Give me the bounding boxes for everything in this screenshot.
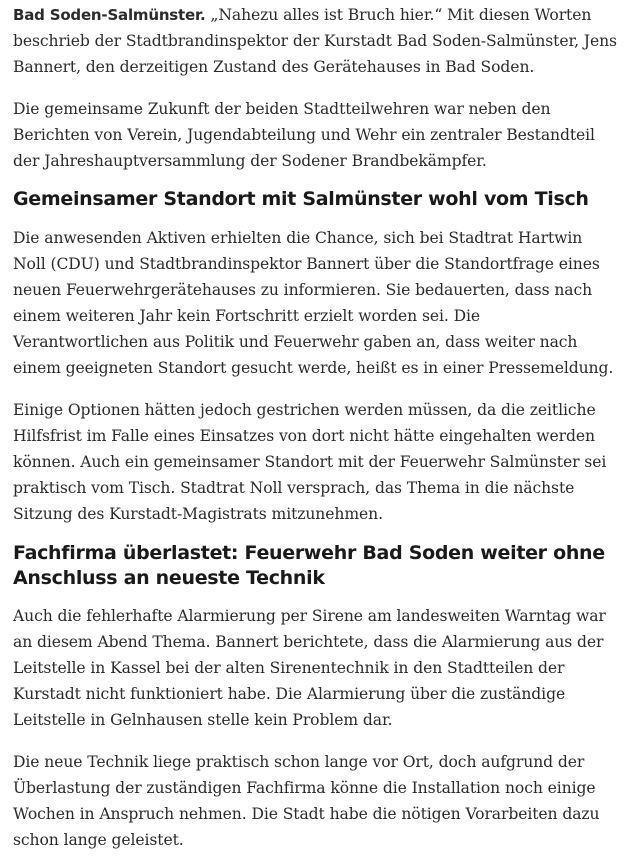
article-body (13, 0, 618, 853)
section-heading: Fachfirma überlastet: Feuerwehr Bad Soden weiter ohne Anschluss an neueste Technik (13, 542, 605, 589)
paragraph: Die gemeinsame Zukunft der beiden Stadtteilwehren war neben den Berichten von Verein, Jugendabteilung und Wehr ein zentraler Bestandteil der Jahreshauptversammlung der Sodener Brandbekämpfer. (13, 100, 595, 170)
paragraph: Einige Optionen hätten jedoch gestrichen werden müssen, da die zeitliche Hilfsfrist im Falle eines Einsatzes von dort nicht hätte eingehalten werden können. Auch ein gemeinsamer Standort mit der Feuerwehr Salmünster sei praktisch vom Tisch. Stadtrat Noll versprach, das Thema in die nächste Sitzung des Kurstadt-Magistrats mitzunehmen. (13, 401, 607, 523)
section-heading: Gemeinsamer Standort mit Salmünster wohl vom Tisch (13, 188, 589, 210)
paragraph: Auch die fehlerhafte Alarmierung per Sirene am landesweiten Warntag war an diesem Abend Thema. Bannert berichtete, dass die Alarmierung aus der Leitstelle in Kassel bei der alten Sirenentechnik in den Stadtteilen der Kurstadt nicht funktioniert habe. Die Alarmierung über die zuständige Leitstelle in Gelnhausen stelle kein Problem dar. (13, 607, 606, 729)
paragraph: Die anwesenden Aktiven erhielten die Chance, sich bei Stadtrat Hartwin Noll (CDU) und Stadtbrandinspektor Bannert über die Standortfrage eines neuen Feuerwehrgerätehauses zu informieren. Sie bedauerten, dass nach einem weiteren Jahr kein Fortschritt erzielt worden sei. Die Verantwortlichen aus Politik und Feuerwehr gaben an, dass weiter nach einem geeigneten Standort gesucht werde, heißt es in einer Pressemeldung. (13, 229, 614, 377)
lead-text: „Nahezu alles ist Bruch hier.“ Mit diesen Worten beschrieb der Stadtbrandinspektor der Kurstadt Bad Soden-Salmünster, Jens Bannert, den derzeitigen Zustand des Gerätehauses in Bad Soden. (13, 6, 617, 76)
paragraph: Die neue Technik liege praktisch schon lange vor Ort, doch aufgrund der Überlastung der zuständigen Fachfirma könne die Installation noch einige Wochen in Anspruch nehmen. Die Stadt habe die nötigen Vorarbeiten dazu schon lange geleistet. (13, 753, 600, 849)
dateline: Bad Soden-Salmünster. (13, 6, 206, 24)
lead-paragraph (13, 2, 618, 80)
